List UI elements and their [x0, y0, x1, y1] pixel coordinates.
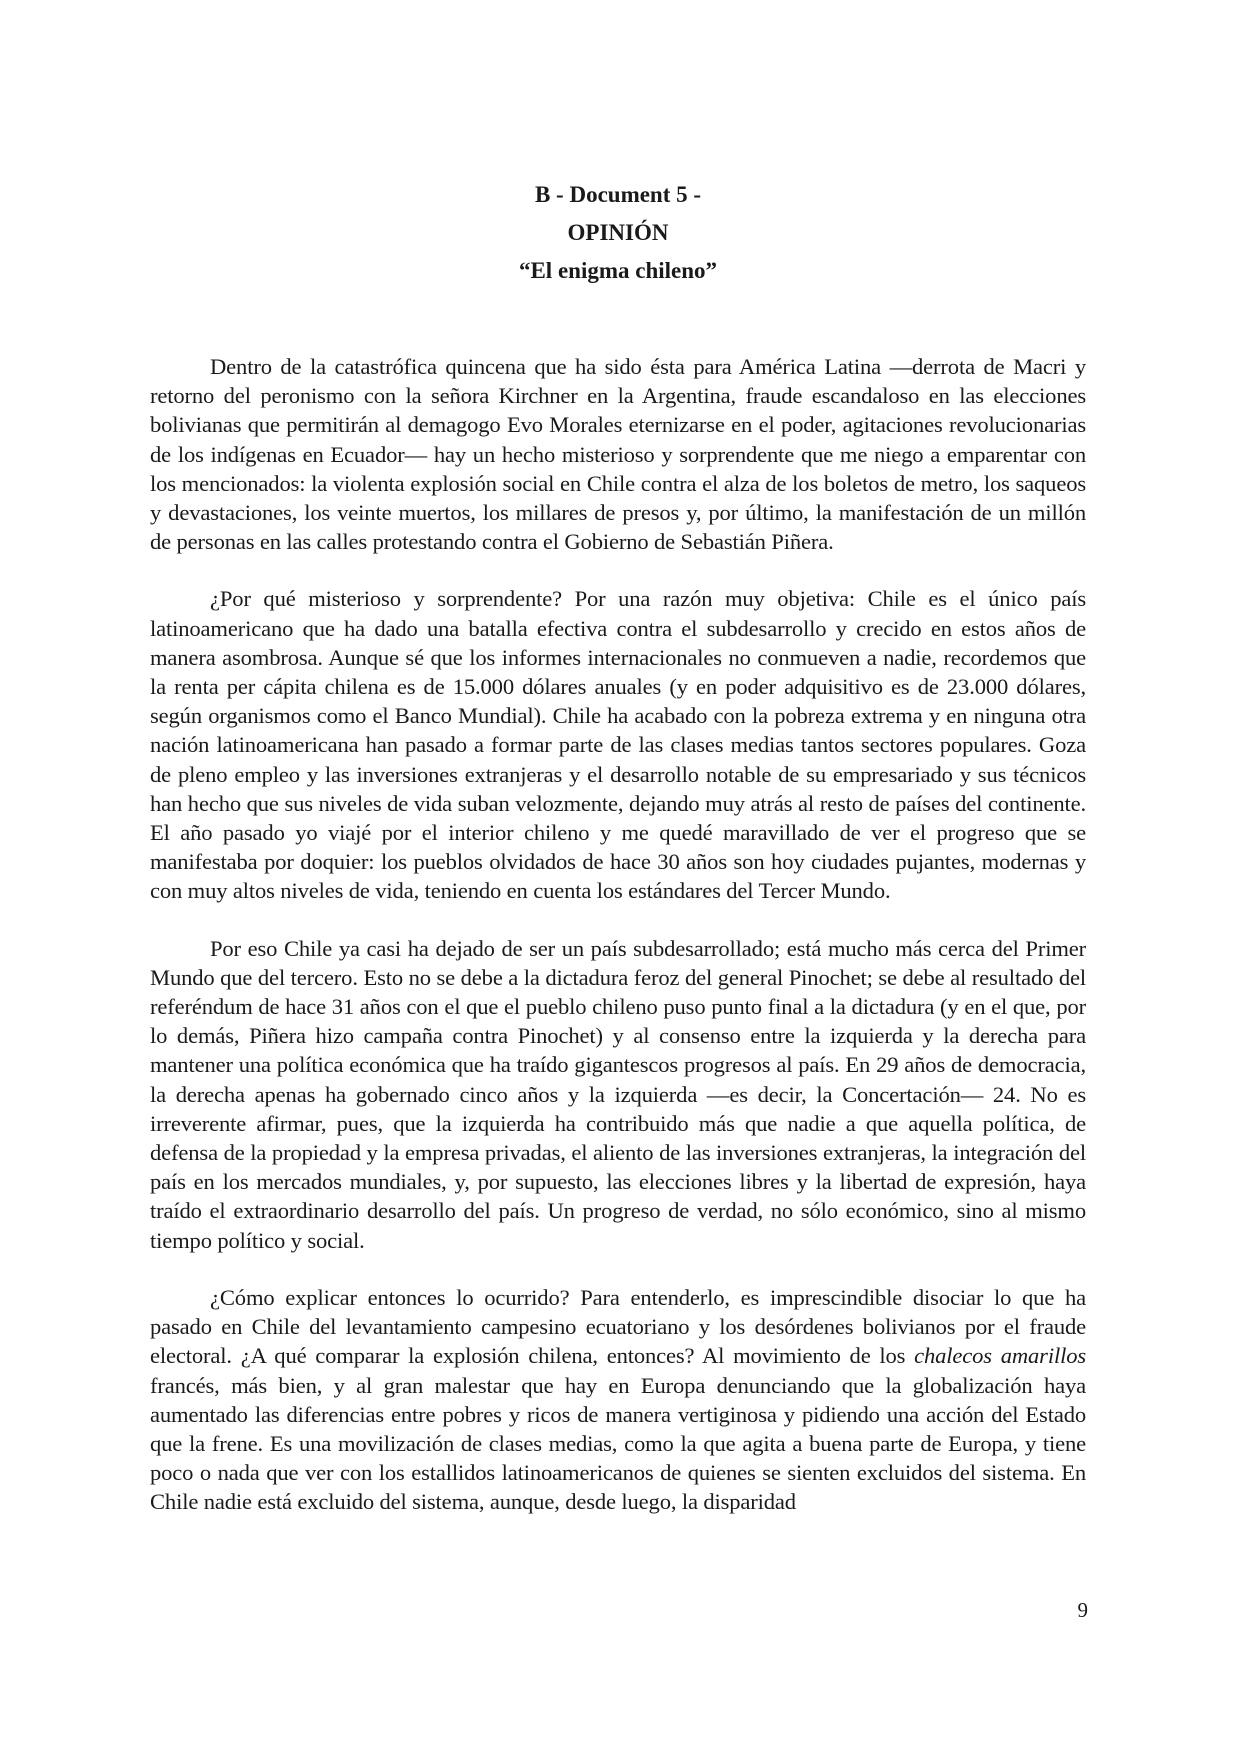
paragraph-4-text-after: francés, más bien, y al gran malestar que hay en Europa denunciando que la globalización haya aumentado las diferencias entre pobres y ricos de manera vertiginosa y pidiendo una acción del Estado que la frene. Es una movilización de clases medias, como la que agita a buena parte de Europa, y tiene poco o nada que ver con los estallidos latinoamericanos de quienes se sienten excluidos del sistema. En Chile nadie está excluido del sistema, aunque, desde luego, la disparidad: [150, 1372, 1086, 1515]
article-title: “El enigma chileno”: [518, 258, 718, 283]
paragraph-4-italic-term: chalecos amarillos: [914, 1343, 1086, 1369]
paragraph-4-text-before: ¿Cómo explicar entonces lo ocurrido? Para entenderlo, es imprescindible disociar lo que ha pasado en Chile del levantamiento campesino ecuatoriano y los desórdenes bolivianos por el fraude electoral. ¿A qué comparar la explosión chilena, entonces? Al movimiento de los: [150, 1284, 1086, 1369]
page-number: 9: [1077, 1598, 1088, 1622]
paragraph-4: [150, 1283, 1086, 1517]
paragraph-3: Por eso Chile ya casi ha dejado de ser un país subdesarrollado; está mucho más cerca del Primer Mundo que del tercero. Esto no se debe a la dictadura feroz del general Pinochet; se debe al resultado del referéndum de hace 31 años con el que el pueblo chileno puso punto final a la dictadura (y en el que, por lo demás, Piñera hizo campaña contra Pinochet) y al consenso entre la izquierda y la derecha para mantener una política económica que ha traído gigantescos progresos al país. En 29 años de democracia, la derecha apenas ha gobernado cinco años y la izquierda —es decir, la Concertación— 24. No es irreverente afirmar, pues, que la izquierda ha contribuido más que nadie a que aquella política, de defensa de la propiedad y la empresa privadas, el aliento de las inversiones extranjeras, la integración del país en los mercados mundiales, y, por supuesto, las elecciones libres y la libertad de expresión, haya traído el extraordinario desarrollo del país. Un progreso de verdad, no sólo económico, sino al mismo tiempo político y social.: [150, 935, 1086, 1253]
article-body: [150, 352, 1086, 1517]
section-title: OPINIÓN: [567, 220, 669, 245]
document-page: [150, 176, 1086, 1545]
document-label: B - Document 5 -: [534, 182, 702, 207]
paragraph-1: Dentro de la catastrófica quincena que ha sido ésta para América Latina —derrota de Macri y retorno del peronismo con la señora Kirchner en la Argentina, fraude escandaloso en las elecciones bolivianas que permitirán al demagogo Evo Morales eternizarse en el poder, agitaciones revolucionarias de los indígenas en Ecuador— hay un hecho misterioso y sorprendente que me niego a emparentar con los mencionados: la violenta explosión social en Chile contra el alza de los boletos de metro, los saqueos y devastaciones, los veinte muertos, los millares de presos y, por último, la manifestación de un millón de personas en las calles protestando contra el Gobierno de Sebastián Piñera.: [150, 354, 1086, 555]
paragraph-2: ¿Por qué misterioso y sorprendente? Por una razón muy objetiva: Chile es el único país latinoamericano que ha dado una batalla efectiva contra el subdesarrollo y crecido en estos años de manera asombrosa. Aunque sé que los informes internacionales no conmueven a nadie, recordemos que la renta per cápita chilena es de 15.000 dólares anuales (y en poder adquisitivo es de 23.000 dólares, según organismos como el Banco Mundial). Chile ha acabado con la pobreza extrema y en ninguna otra nación latinoamericana han pasado a formar parte de las clases medias tantos sectores populares. Goza de pleno empleo y las inversiones extranjeras y el desarrollo notable de su empresariado y sus técnicos han hecho que sus niveles de vida suban velozmente, dejando muy atrás al resto de países del continente. El año pasado yo viajé por el interior chileno y me quedé maravillado de ver el progreso que se manifestaba por doquier: los pueblos olvidados de hace 30 años son hoy ciudades pujantes, modernas y con muy altos niveles de vida, teniendo en cuenta los estándares del Tercer Mundo.: [150, 586, 1086, 904]
